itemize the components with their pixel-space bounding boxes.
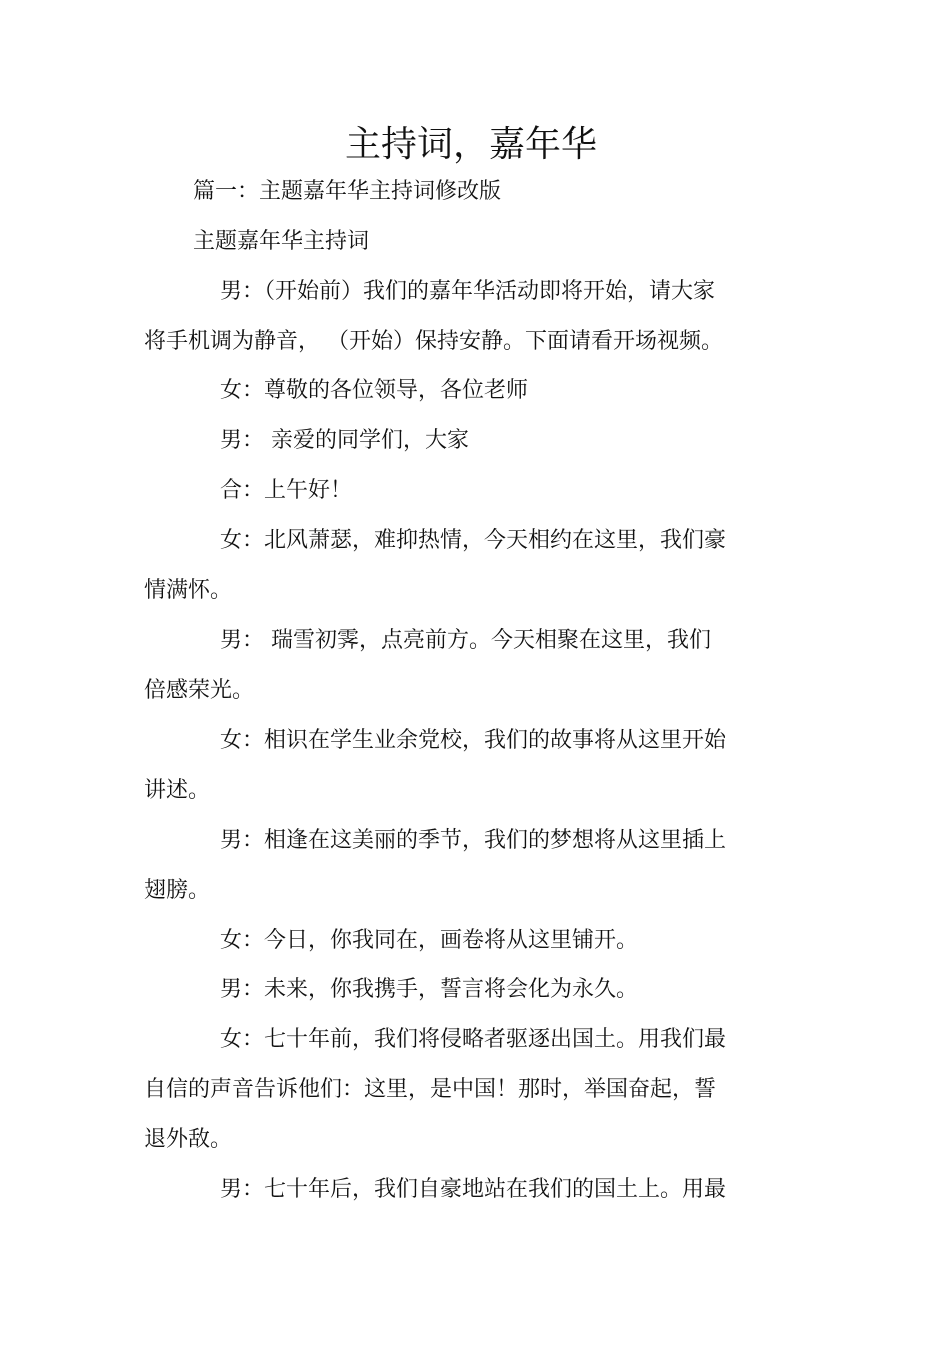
paragraph-line: 男： 瑞雪初霁，点亮前方。今天相聚在这里，我们 [220,628,711,653]
paragraph-line: 翅膀。 [144,878,211,903]
paragraph-line: 男： 亲爱的同学们，大家 [220,428,469,453]
paragraph-line: 讲述。 [144,778,211,803]
paragraph-line: 男：（开始前）我们的嘉年华活动即将开始，请大家 [220,279,716,304]
paragraph-line: 女：北风萧瑟，难抑热情，今天相约在这里，我们豪 [220,528,727,553]
paragraph-line: 男：未来，你我携手，誓言将会化为永久。 [220,977,639,1002]
paragraph-line: 情满怀。 [144,578,233,603]
paragraph-line: 女：七十年前，我们将侵略者驱逐出国土。用我们最 [220,1027,727,1052]
paragraph-line: 男：七十年后，我们自豪地站在我们的国土上。用最 [220,1177,727,1202]
document-title: 主持词，嘉年华 [344,124,597,165]
paragraph-line: 退外敌。 [144,1127,233,1152]
paragraph-line: 女：今日，你我同在，画卷将从这里铺开。 [220,928,639,953]
paragraph-line: 倍感荣光。 [144,678,255,703]
script-title: 主题嘉年华主持词 [193,229,370,254]
paragraph-line: 自信的声音告诉他们：这里，是中国！那时，举国奋起，誓 [144,1077,717,1102]
paragraph-line: 男：相逢在这美丽的季节，我们的梦想将从这里插上 [220,828,727,853]
section-heading: 篇一：主题嘉年华主持词修改版 [193,179,502,204]
paragraph-line: 合：上午好！ [220,478,353,503]
paragraph-line: 女：尊敬的各位领导，各位老师 [220,378,529,403]
paragraph-line: 女：相识在学生业余党校，我们的故事将从这里开始 [220,728,727,753]
paragraph-line: 将手机调为静音， （开始）保持安静。下面请看开场视频。 [144,329,723,354]
